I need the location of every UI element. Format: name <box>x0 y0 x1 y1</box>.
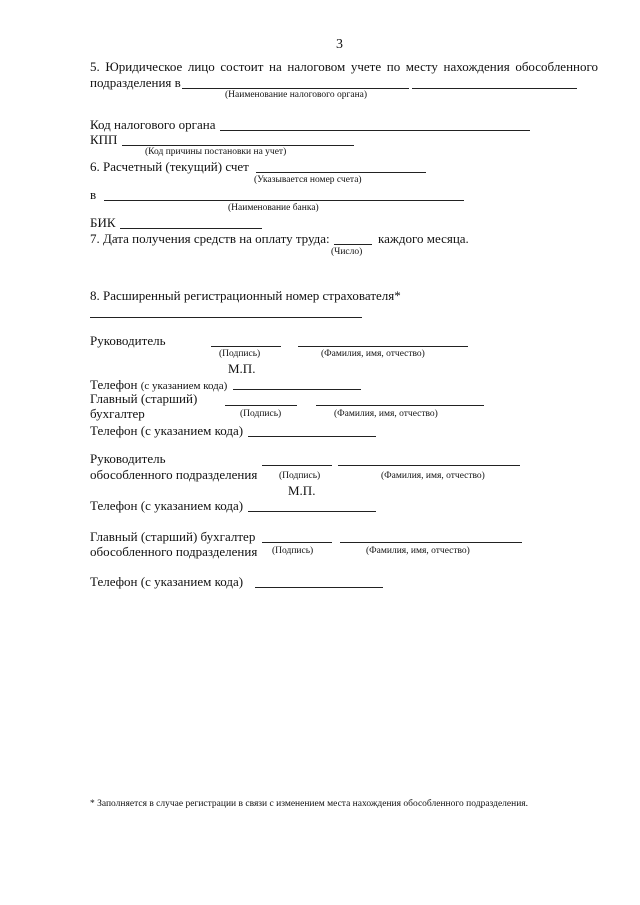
footnote: * Заполняется в случае регистрации в связи с изменением места нахождения обособленного подразделения. <box>90 799 529 809</box>
bank-caption: (Наименование банка) <box>228 203 319 213</box>
phone2-field[interactable] <box>248 436 376 437</box>
chief-accountant-label-line1: Главный (старший) <box>90 391 198 406</box>
head-label: Руководитель <box>90 333 166 348</box>
tax-authority-field[interactable] <box>182 88 409 89</box>
kpp-label: КПП <box>90 132 118 147</box>
head-name-caption: (Фамилия, имя, отчество) <box>321 349 425 359</box>
branch-head-signature-caption: (Подпись) <box>279 471 321 481</box>
branch-accountant-label-line1: Главный (старший) бухгалтер <box>90 529 256 544</box>
tax-code-field[interactable] <box>220 130 530 131</box>
pay-date-caption: (Число) <box>331 247 363 257</box>
phone1-label-code: (с указанием кода) <box>140 380 228 392</box>
item5-text-line2: подразделения в <box>90 75 181 90</box>
head-name-field[interactable] <box>298 346 468 347</box>
head-signature-field[interactable] <box>211 346 281 347</box>
pay-date-label: 7. Дата получения средств на оплату труда: <box>90 231 330 246</box>
bank-field[interactable] <box>104 200 464 201</box>
branch-head-stamp: М.П. <box>288 483 316 498</box>
item5-text-line1: 5. Юридическое лицо состоит на налоговом учете по месту нахождения обособленного <box>90 59 598 74</box>
phone3-field[interactable] <box>248 511 376 512</box>
head-stamp: М.П. <box>228 361 256 376</box>
tax-code-label: Код налогового органа <box>90 117 216 132</box>
phone1-label-main: Телефон <box>90 377 141 392</box>
branch-head-name-field[interactable] <box>338 465 520 466</box>
tax-authority-caption: (Наименование налогового органа) <box>225 90 368 100</box>
branch-head-signature-field[interactable] <box>262 465 332 466</box>
branch-accountant-signature-caption: (Подпись) <box>272 546 314 556</box>
kpp-field[interactable] <box>122 145 354 146</box>
tax-authority-field-extra[interactable] <box>412 88 577 89</box>
pay-date-suffix: каждого месяца. <box>378 231 469 246</box>
kpp-caption: (Код причины постановки на учет) <box>145 147 287 157</box>
pay-date-field[interactable] <box>334 244 372 245</box>
reg-number-label: 8. Расширенный регистрационный номер страхователя* <box>90 288 401 303</box>
chief-accountant-name-field[interactable] <box>316 405 484 406</box>
account-caption: (Указывается номер счета) <box>254 175 362 185</box>
account-label: 6. Расчетный (текущий) счет <box>90 159 249 174</box>
account-field[interactable] <box>256 172 426 173</box>
branch-accountant-name-caption: (Фамилия, имя, отчество) <box>366 546 470 556</box>
chief-accountant-name-caption: (Фамилия, имя, отчество) <box>334 409 438 419</box>
branch-accountant-signature-field[interactable] <box>262 542 332 543</box>
bik-label: БИК <box>90 215 116 230</box>
branch-head-label-line2: обособленного подразделения <box>90 467 258 482</box>
head-signature-caption: (Подпись) <box>219 349 261 359</box>
chief-accountant-signature-field[interactable] <box>225 405 297 406</box>
phone1-field[interactable] <box>233 389 361 390</box>
branch-accountant-name-field[interactable] <box>340 542 522 543</box>
phone2-label: Телефон (с указанием кода) <box>90 423 244 438</box>
phone3-label: Телефон (с указанием кода) <box>90 498 244 513</box>
chief-accountant-label-line2: бухгалтер <box>90 406 145 421</box>
chief-accountant-signature-caption: (Подпись) <box>240 409 282 419</box>
bank-label: в <box>90 187 97 202</box>
branch-head-label-line1: Руководитель <box>90 451 166 466</box>
page-number: 3 <box>336 37 343 52</box>
phone4-label: Телефон (с указанием кода) <box>90 574 244 589</box>
branch-head-name-caption: (Фамилия, имя, отчество) <box>381 471 485 481</box>
bik-field[interactable] <box>120 228 262 229</box>
reg-number-field[interactable] <box>90 317 362 318</box>
branch-accountant-label-line2: обособленного подразделения <box>90 544 258 559</box>
phone4-field[interactable] <box>255 587 383 588</box>
